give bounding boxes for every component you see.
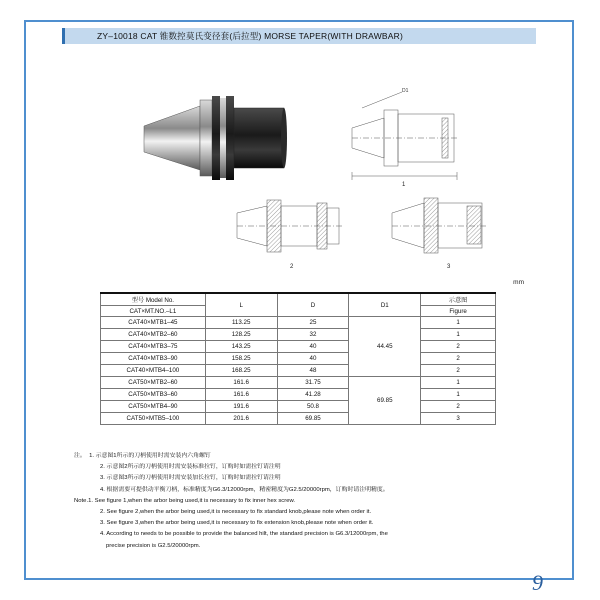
figure-2-label: 2 — [290, 264, 294, 268]
table-row — [101, 353, 496, 365]
header-figure — [421, 293, 496, 306]
cell-model: CAT50×MTB4–90 — [101, 401, 206, 413]
cell-d: 32 — [277, 329, 349, 341]
note-en-2: 2. See figure 2,when the arbor being used,it is necessary to fix standard knob,please note when order it. — [100, 509, 372, 516]
unit-label: mm — [513, 279, 524, 286]
table-row — [101, 413, 496, 425]
note-en-5: precise precision is G2.5/20000rpm. — [106, 542, 201, 549]
cell-figure: 2 — [421, 365, 496, 377]
cell-model: CAT40×MTB3–90 — [101, 353, 206, 365]
cell-model: CAT50×MTB3–60 — [101, 389, 206, 401]
svg-text:D1: D1 — [402, 88, 409, 94]
cell-figure: 2 — [421, 341, 496, 353]
note-en-3: 3. See figure 3,when the arbor being used,it is necessary to fix extension knob,please note when order it. — [100, 520, 374, 527]
cell-l: 161.6 — [205, 377, 277, 389]
drawing-figure-1 — [352, 88, 457, 188]
technical-drawings — [62, 48, 536, 268]
note-en-prefix: Note. — [74, 497, 89, 504]
cell-d1: 69.85 — [349, 377, 421, 425]
cell-l: 143.25 — [205, 341, 277, 353]
cell-d: 31.75 — [277, 377, 349, 389]
cell-model: CAT40×MTB3–75 — [101, 341, 206, 353]
cell-l: 113.25 — [205, 317, 277, 329]
cell-l: 191.6 — [205, 401, 277, 413]
note-cn-4: 4. 根据需要可提供动平衡刀柄，标准精度为G6.3/12000rpm，精密精度为G2.5/20000rpm，订购时请注明精度。 — [100, 486, 389, 493]
header-l: L — [205, 293, 277, 317]
cell-figure: 1 — [421, 377, 496, 389]
cell-l: 168.25 — [205, 365, 277, 377]
header-d1: D1 — [349, 293, 421, 317]
cell-l: 161.6 — [205, 389, 277, 401]
page-number: 9 — [532, 570, 543, 595]
spec-table — [100, 292, 496, 425]
note-cn-text: 1. 示意图1所示的刀柄使用时需安装内六角螺钉 — [89, 453, 211, 459]
drawing-figure-2 — [237, 200, 342, 268]
note-cn-2: 2. 示意图2所示的刀柄使用时需安装标准拉钉，订购时如需拉钉请注明 — [100, 464, 281, 471]
cell-model: CAT50×MTB2–60 — [101, 377, 206, 389]
cell-l: 158.25 — [205, 353, 277, 365]
cell-d: 69.85 — [277, 413, 349, 425]
drawing-figure-3 — [392, 198, 487, 268]
table-row — [101, 317, 496, 329]
cell-d: 48 — [277, 365, 349, 377]
cell-model: CAT40×MTB2–60 — [101, 329, 206, 341]
cell-figure: 1 — [421, 317, 496, 329]
cell-figure: 1 — [421, 329, 496, 341]
cell-d: 25 — [277, 317, 349, 329]
header-figure-cn: 示意图 — [448, 297, 468, 304]
note-en-4: 4. According to needs to be possible to provide the balanced hilt, the standard precision is G6.3/12000rpm, the — [100, 531, 388, 538]
note-cn-prefix: 注。 — [74, 453, 86, 459]
table-row — [101, 389, 496, 401]
header-model-en: CAT×MT.NO.–L1 — [101, 306, 206, 317]
cell-model: CAT40×MTB1–45 — [101, 317, 206, 329]
header-d: D — [277, 293, 349, 317]
header-figure-en: Figure — [421, 306, 496, 317]
cell-d1: 44.45 — [349, 317, 421, 377]
header-title: ZY–10018 CAT 锥数控莫氏变径套(后拉型) MORSE TAPER(WITH DRAWBAR) — [97, 31, 404, 41]
figure-3-label: 3 — [447, 264, 451, 268]
note-cn-3: 3. 示意图3所示的刀柄使用时需安装加长拉钉，订购时如需拉钉请注明 — [100, 475, 281, 482]
cell-l: 201.6 — [205, 413, 277, 425]
table-row — [101, 377, 496, 389]
cell-d: 41.28 — [277, 389, 349, 401]
cell-figure: 1 — [421, 389, 496, 401]
note-cn-1 — [74, 451, 529, 462]
figure-area — [62, 48, 536, 268]
cell-model: CAT50×MTB5–100 — [101, 413, 206, 425]
cell-d: 40 — [277, 353, 349, 365]
cell-l: 128.25 — [205, 329, 277, 341]
table-row — [101, 329, 496, 341]
table-row — [101, 401, 496, 413]
table-row — [101, 365, 496, 377]
table-row — [101, 341, 496, 353]
catalog-page — [62, 28, 543, 595]
cell-figure: 2 — [421, 401, 496, 413]
header-model — [101, 293, 206, 306]
note-en-text: 1. See figure 1,when the arbor being used,it is necessary to fix inner hex screw. — [88, 497, 296, 504]
page-header — [62, 28, 536, 44]
cell-d: 40 — [277, 341, 349, 353]
header-model-cn: 型号 Model No. — [131, 297, 175, 304]
note-en-1 — [74, 496, 529, 507]
cell-figure: 2 — [421, 353, 496, 365]
cell-model: CAT40×MTB4–100 — [101, 365, 206, 377]
cell-figure: 3 — [421, 413, 496, 425]
figure-1-label: 1 — [402, 182, 406, 188]
cell-d: 50.8 — [277, 401, 349, 413]
notes-section — [74, 451, 529, 552]
product-photo — [144, 96, 287, 180]
